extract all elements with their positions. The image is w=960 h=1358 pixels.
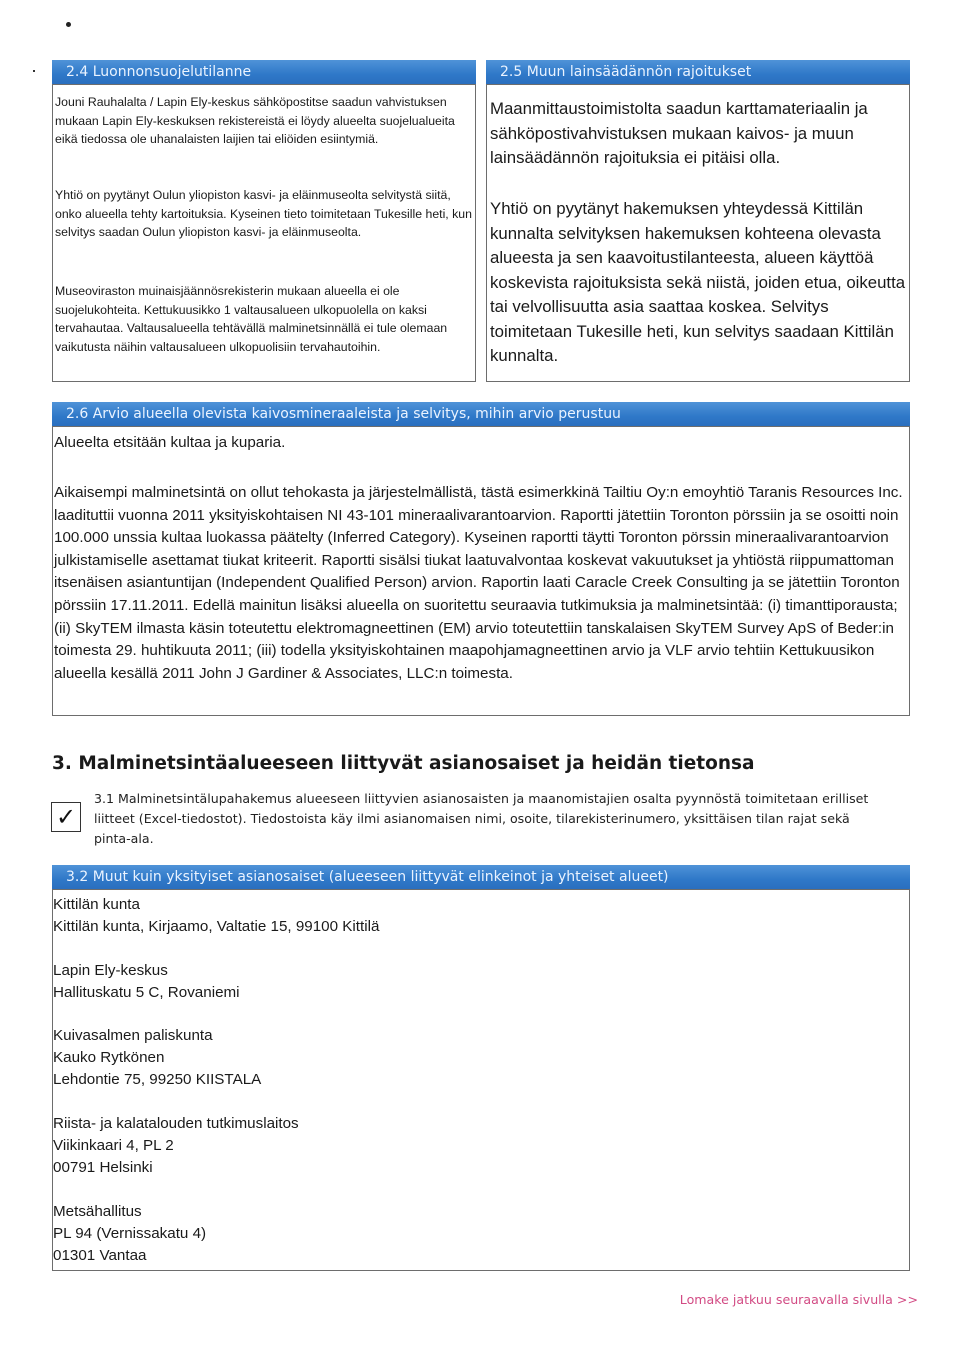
party-name: Kuivasalmen paliskunta [53, 1027, 213, 1044]
continue-link[interactable]: Lomake jatkuu seuraavalla sivulla >> [679, 1292, 918, 1307]
party-lapin-ely [53, 960, 240, 1004]
section-3-2-header: 3.2 Muut kuin yksityiset asianosaiset (alueeseen liittyvät elinkeinot ja yhteiset alueet) [52, 865, 910, 889]
party-address: Kittilän kunta, Kirjaamo, Valtatie 15, 99100 Kittilä [53, 918, 380, 935]
party-postal: 00791 Helsinki [53, 1159, 153, 1176]
bullet-dot [66, 22, 71, 27]
scan-mark [33, 70, 35, 72]
party-metsahallitus [53, 1201, 206, 1267]
section-2-6-paragraph-2: Aikaisempi malminetsintä on ollut tehokasta ja järjestelmällistä, tästä esimerkkinä Tailtiu Oy:n emoyhtiö Taranis Resources Inc. laadituttii vuonna 2011 yksityiskohtaisen NI 43-101 mineraalivarantoarvion. Raportti jätettiin Toronton pörssiin ja se osoitti noin 100.000 unssia kultaa luokassa päätelty (Inferred Category). Kyseinen raportti täytti Toronton pörssin mineraalivarantoarvion julkistamiselle asettamat tiukat kriteerit. Raportti sisälsi tiukat laatuvalvontaa koskevat vakuutukset ja yhtiöstä riippumattoman itsenäisen asiantuntijan (Independent Qualified Person) arvion. Raportin laati Caracle Creek Consulting ja se jätettiin Toronton pörssiin 17.11.2011. Edellä mainitun lisäksi alueella on suoritettu seuraavia tutkimuksia ja malminetsintää: (i) timanttiporausta; (ii) SkyTEM ilmasta käsin toteutettu elektromagneettinen (EM) arvio toteutettiin tanskalaisen SkyTEM Survey ApS of Beder:in toimesta 29. huhtikuuta 2011; (iii) todella yksityiskohtainen maapohjamagneettinen arvio ja VLF arvio tehtiin Kettukuusikon alueella kesällä 2011 John J Gardiner & Associates, LLC:n toimesta. [54, 484, 903, 682]
party-name: Kittilän kunta [53, 896, 140, 913]
section-2-6-header: 2.6 Arvio alueella olevista kaivosmineraaleista ja selvitys, mihin arvio perustuu [52, 402, 910, 426]
party-name: Lapin Ely-keskus [53, 962, 168, 979]
section-2-6-paragraph-1: Alueelta etsitään kultaa ja kuparia. [54, 434, 286, 451]
party-kittila [53, 894, 379, 938]
section-2-5-header: 2.5 Muun lainsäädännön rajoitukset [486, 60, 910, 84]
section-2-4-paragraph-3: Museoviraston muinaisjäännösrekisterin mukaan alueella ei ole suojelukohteita. Kettukuusikko 1 valtausalueen ulkopuolella on kaksi tervahautaa. Valtausalueella tehtävällä malminetsinnällä ei tule olemaan vaikutusta näihin valtausalueen ulkopuolisiin tervahautoihin. [55, 284, 448, 354]
section-2-4-box [52, 84, 476, 382]
section-2-5-paragraph-2: Yhtiö on pyytänyt hakemuksen yhteydessä Kittilän kunnalta selvityksen hakemuksen kohteena olevasta alueesta ja sen kaavoitustilanteesta, alueen käyttöä koskevista rajoituksista sekä niistä, joiden etua, oikeutta tai velvollisuutta asia saattaa koskea. Selvitys toimitetaan Tukesille heti, kun selvitys saadaan Kittilän kunnalta. [490, 199, 906, 365]
attachment-checkbox[interactable]: ✓ [51, 802, 81, 832]
party-contact: Kauko Rytkönen [53, 1049, 165, 1066]
section-2-5-paragraph-1: Maanmittaustoimistolta saadun karttamateriaalin ja sähköpostivahvistuksen mukaan kaivos- ja muun lainsäädännön rajoituksia ei pitäisi olla. [490, 99, 868, 167]
party-postal: 01301 Vantaa [53, 1247, 147, 1264]
section-2-4-paragraph-1: Jouni Rauhalalta / Lapin Ely-keskus sähköpostitse saadun vahvistuksen mukaan Lapin Ely-keskuksen rekistereistä ei löydy alueelta suojelualueita eikä tiedossa ole uhanalaisten laijien tai eliöiden esiintymiä. [55, 95, 455, 146]
section-2-5-box [486, 84, 910, 382]
party-address: Lehdontie 75, 99250 KIISTALA [53, 1071, 262, 1088]
party-address: Viikinkaari 4, PL 2 [53, 1137, 174, 1154]
party-kuivasalmi [53, 1025, 261, 1091]
party-address: PL 94 (Vernissakatu 4) [53, 1225, 207, 1242]
party-name: Metsähallitus [53, 1203, 142, 1220]
section-3-2-box [52, 889, 910, 1271]
section-2-6-box [52, 426, 910, 716]
section-3-title: 3. Malminetsintäalueeseen liittyvät asianosaiset ja heidän tietonsa [52, 753, 755, 774]
section-2-4-paragraph-2: Yhtiö on pyytänyt Oulun yliopiston kasvi- ja eläinmuseolta selvitystä siitä, onko alueella tehty kartoituksia. Kyseinen tieto toimitetaan Tukesille heti, kun selvitys saadan Oulun yliopiston kasvi- ja eläinmuseolta. [55, 188, 472, 239]
section-2-4-header: 2.4 Luonnonsuojelutilanne [52, 60, 476, 84]
party-name: Riista- ja kalatalouden tutkimuslaitos [53, 1115, 299, 1132]
section-3-1-note: 3.1 Malminetsintälupahakemus alueeseen liittyvien asianosaisten ja maanomistajien osalta pyynnöstä toimitetaan erilliset liitteet (Excel-tiedostot). Tiedostoista käy ilmi asianomaisen nimi, osoite, tilarekisterinumero, yksittäisen tilan rajat sekä pinta-ala. [94, 791, 869, 846]
party-address: Hallituskatu 5 C, Rovaniemi [53, 984, 240, 1001]
party-rktl [53, 1113, 299, 1179]
